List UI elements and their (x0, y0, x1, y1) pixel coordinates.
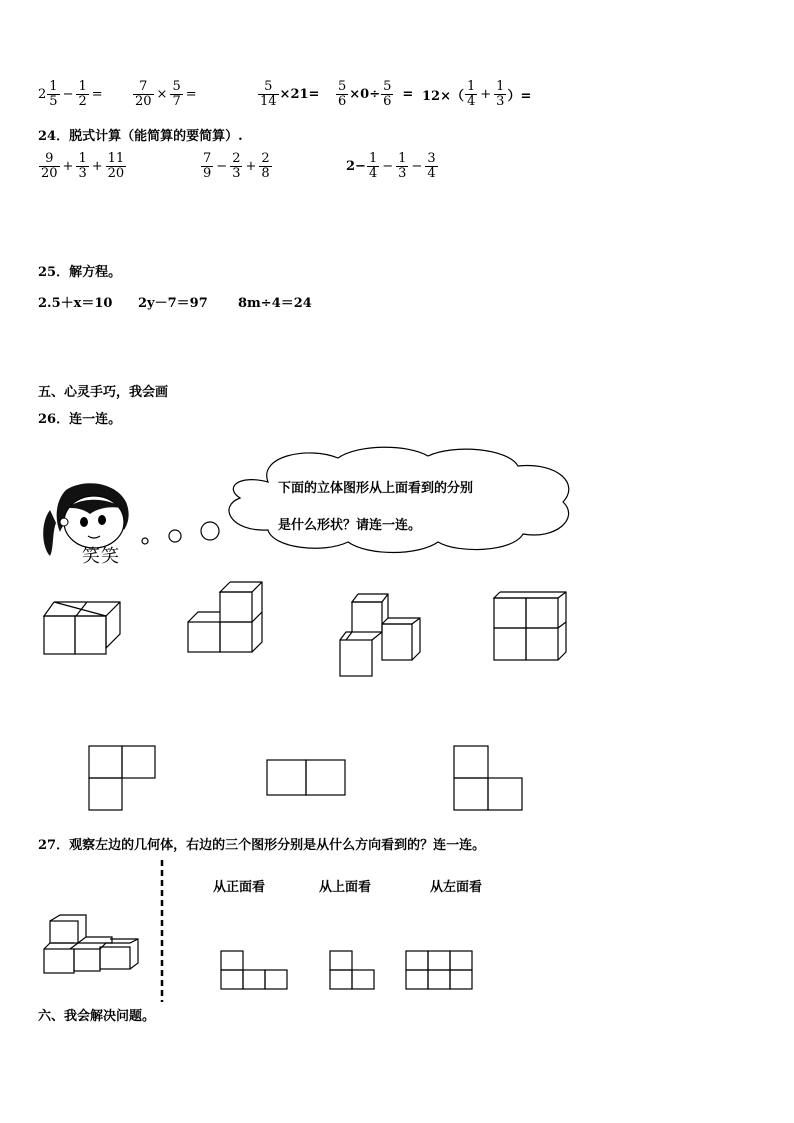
solid-figure-3 (336, 590, 428, 680)
fraction: $\frac{3}{4}$ (427, 151, 436, 181)
fraction: $\frac{2}{3}$ (232, 151, 241, 181)
view-shape-3 (405, 950, 477, 992)
bubble-line-1: 下面的立体图形从上面看到的分别 (278, 481, 474, 496)
expr-23-1 (38, 80, 105, 109)
expr-mid: ×0÷ (349, 87, 381, 102)
view-shape-1 (220, 950, 290, 992)
label-top-view: 从上面看 (319, 880, 372, 895)
fraction: $\frac{1}{4}$ (466, 79, 476, 109)
q25-title: 25．解方程。 (38, 265, 122, 280)
expr-24-2: $\frac{7}{9}$ − $\frac{2}{3}$ + $\frac{2}{8}$ (203, 151, 270, 181)
operator: × (156, 87, 168, 102)
whole-number: 2 (38, 87, 47, 102)
solid-figure-2 (186, 580, 266, 656)
fraction: $\frac{7}{20}$ (135, 79, 152, 109)
expr-24-3: 2− $\frac{1}{4}$ − $\frac{1}{3}$ − $\frac{3}{4}$ (346, 151, 436, 181)
bubble-line-2: 是什么形状？请连一连。 (278, 518, 422, 533)
q27-title: 27．观察左边的几何体，右边的三个图形分别是从什么方向看到的？连一连。 (38, 838, 486, 853)
expr-tail: ×21= (279, 87, 320, 102)
expr-23-3 (257, 80, 319, 109)
top-view-shape-1 (88, 745, 158, 811)
fraction: $\frac{1}{2}$ (78, 79, 87, 109)
operator: + (480, 87, 492, 102)
label-front-view: 从正面看 (213, 880, 266, 895)
equals: = (91, 87, 103, 102)
geometric-solid (40, 915, 144, 977)
fraction: $\frac{1}{3}$ (496, 79, 505, 109)
fraction: $\frac{5}{14}$ (260, 79, 277, 109)
top-view-shape-3 (453, 745, 525, 811)
q26-title: 26．连一连。 (38, 412, 122, 427)
fraction: $\frac{1}{3}$ (78, 151, 87, 181)
fraction: $\frac{9}{20}$ (41, 151, 58, 181)
fraction: $\frac{7}{9}$ (203, 151, 212, 181)
view-shape-2 (329, 950, 377, 992)
equation-1: 2.5＋x＝10 (38, 296, 113, 311)
expr-post: ）= (507, 89, 532, 104)
operator: − (62, 87, 74, 102)
expr-23-5 (422, 80, 531, 109)
equation-3: 8m÷4＝24 (238, 296, 312, 311)
dashed-divider (158, 860, 166, 1002)
thought-dots (138, 520, 223, 550)
thought-cloud (218, 444, 582, 556)
fraction: $\frac{2}{8}$ (261, 151, 270, 181)
fraction: $\frac{1}{5}$ (49, 79, 58, 109)
section-6-title: 六、我会解决问题。 (38, 1009, 156, 1024)
fraction: $\frac{5}{7}$ (172, 79, 181, 109)
fraction: $\frac{11}{20}$ (107, 151, 125, 181)
fraction: $\frac{5}{6}$ (383, 79, 392, 109)
equals: = (402, 87, 414, 102)
top-view-shape-2 (266, 759, 348, 797)
girl-name-label: 笑笑 (82, 546, 120, 567)
q24-title: 24．脱式计算（能简算的要简算）. (38, 129, 243, 144)
label-left-view: 从左面看 (430, 880, 483, 895)
expr-24-1: $\frac{9}{20}$ + $\frac{1}{3}$ + $\frac{11}{20}$ (41, 151, 125, 181)
section-5-title: 五、心灵手巧，我会画 (38, 385, 169, 400)
expr-pre: 12×（ (422, 89, 464, 104)
fraction: $\frac{1}{4}$ (368, 151, 378, 181)
fraction: $\frac{5}{6}$ (338, 79, 347, 109)
solid-figure-1 (40, 598, 125, 658)
equation-2: 2y－7＝97 (138, 296, 208, 311)
solid-figure-4 (490, 590, 572, 664)
fraction: $\frac{1}{3}$ (398, 151, 407, 181)
expr-23-4 (335, 80, 415, 109)
expr-23-2 (132, 80, 199, 109)
equals: = (185, 87, 197, 102)
